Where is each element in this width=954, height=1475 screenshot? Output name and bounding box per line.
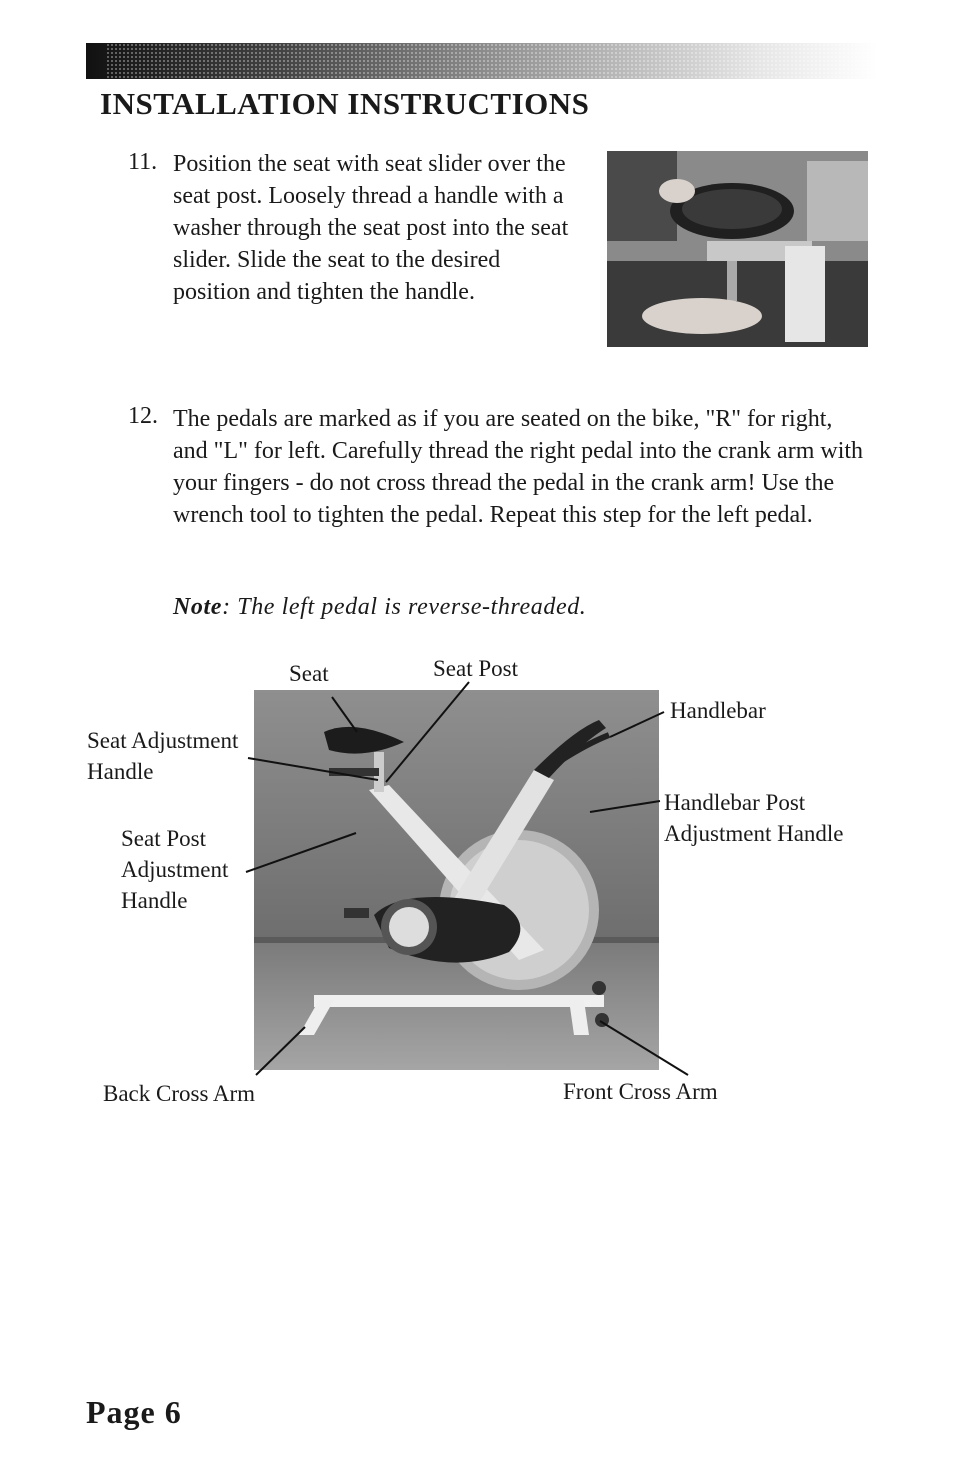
label-front-cross-arm: Front Cross Arm [563, 1079, 718, 1104]
bike-photo [254, 690, 659, 1070]
step-11-text: Position the seat with seat slider over the seat post. Loosely thread a handle with a washer through the seat post into the seat slider. Slide the seat to the desired position and tighten the handle. [173, 151, 569, 305]
page-title: INSTALLATION INSTRUCTIONS [100, 86, 590, 121]
label-seat-adjustment-handle-line2: Handle [87, 759, 154, 784]
label-seat-post-adjustment-handle-line3: Handle [121, 888, 188, 913]
step-12-text: The pedals are marked as if you are seated on the bike, "R" for right, and "L" for left. Carefully thread the right pedal into the crank arm with your fingers - do not cross thread the pedal in the crank arm! Use the wrench tool to tighten the pedal. Repeat this step for the left pedal. [173, 406, 864, 528]
label-back-cross-arm: Back Cross Arm [103, 1081, 256, 1106]
label-seat-adjustment-handle-line1: Seat Adjustment [87, 728, 239, 753]
label-seat-post-adjustment-handle-line2: Adjustment [121, 857, 229, 882]
label-handlebar-post-adjustment-handle [664, 787, 844, 849]
label-handlebar-post-adjustment-handle-line1: Handlebar Post [664, 790, 806, 815]
page-number: Page 6 [86, 1394, 182, 1430]
label-handlebar-post-adjustment-handle-line2: Adjustment Handle [664, 821, 844, 846]
label-seat-adjustment-handle [87, 725, 238, 787]
header-halftone-bar [86, 43, 878, 79]
label-seat-post-adjustment-handle [121, 823, 228, 916]
label-seat-post-adjustment-handle-line1: Seat Post [121, 826, 206, 851]
note [173, 594, 586, 621]
label-seat: Seat [289, 661, 329, 686]
note-text: : The left pedal is reverse-threaded. [222, 594, 587, 620]
note-label: Note [173, 594, 223, 620]
step-12-number: 12. [128, 403, 158, 429]
label-handlebar: Handlebar [670, 698, 766, 723]
step-11-number: 11. [128, 149, 158, 175]
label-seat-post: Seat Post [433, 656, 518, 681]
seat-slider-photo [607, 151, 868, 347]
